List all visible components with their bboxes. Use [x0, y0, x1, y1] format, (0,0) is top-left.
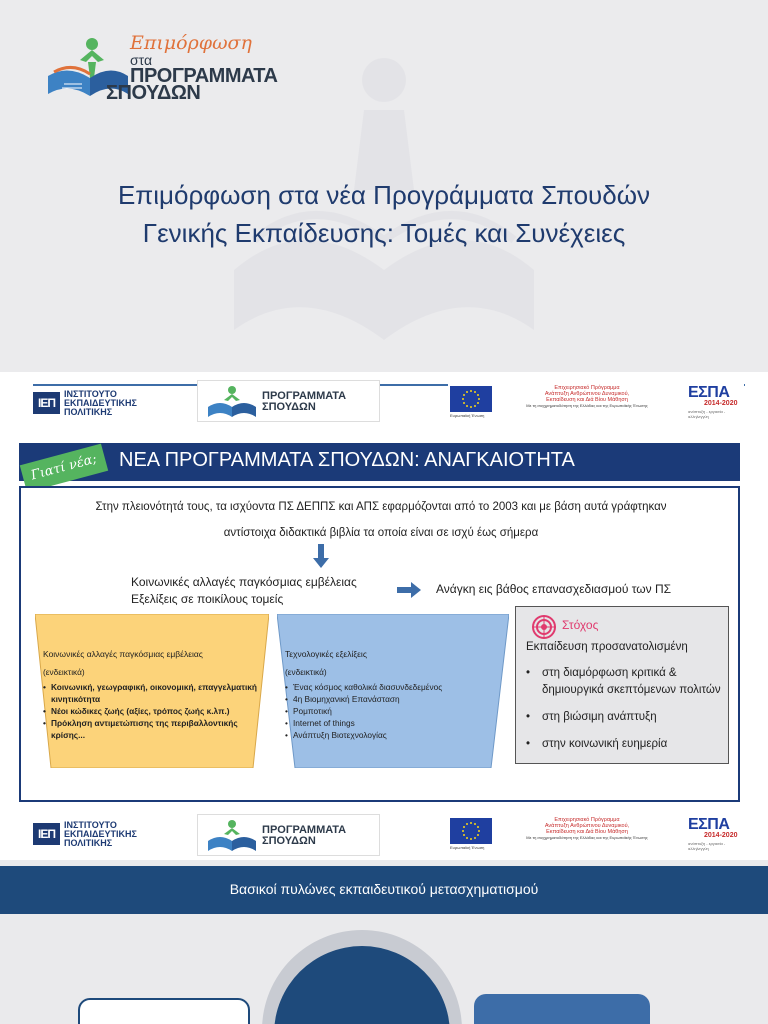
- title-line-1: Επιμόρφωση στα νέα Προγράμματα Σπουδών: [117, 180, 651, 210]
- list-item: • Internet of things: [285, 717, 495, 729]
- title-line-2: Γενικής Εκπαίδευσης: Τομές και Συνέχειες: [142, 218, 626, 248]
- tech-developments-content: [285, 648, 495, 741]
- espa-years: 2014-2020: [704, 400, 738, 407]
- necessity-slide: [0, 372, 768, 810]
- list-item: • στη διαμόρφωση κριτικά & δημιουργικά σκεπτόμενων πολιτών: [524, 665, 722, 699]
- list-item: • Κοινωνική, γεωγραφική, οικονομική, επαγγελματική κινητικότητα: [43, 681, 259, 705]
- iep-name: ΙΝΣΤΙΤΟΥΤΟ ΕΚΠΑΙΔΕΥΤΙΚΗΣ ΠΟΛΙΤΙΚΗΣ: [64, 820, 137, 848]
- programmata-logo: [197, 814, 380, 856]
- intro-text: Στην πλειονότητά τους, τα ισχύοντα ΠΣ ΔΕΠΠΣ και ΑΠΣ εφαρμόζονται από το 2003 και με βάση αυτά γράφτηκαν αντίστοιχα διδακτικά βιβλία τα οποία είναι σε ισχύ έως σήμερα: [95, 501, 667, 539]
- list-item: • στη βιώσιμη ανάπτυξη: [524, 709, 722, 726]
- goal-subtitle: Εκπαίδευση προσανατολισμένη: [526, 641, 688, 653]
- social-changes-list: [43, 681, 259, 741]
- eu-funding-banner: [448, 816, 744, 850]
- slide-header-title: ΝΕΑ ΠΡΟΓΡΑΜΜΑΤΑ ΣΠΟΥΔΩΝ: ΑΝΑΓΚΑΙΟΤΗΤΑ: [119, 449, 575, 471]
- presentation-title: [40, 176, 728, 252]
- espa-years: 2014-2020: [704, 832, 738, 839]
- eu-flag-icon: [450, 818, 492, 844]
- goal-list: [524, 665, 722, 753]
- tech-developments-panel: [277, 614, 509, 768]
- title-slide: [0, 0, 768, 372]
- book-person-icon: [206, 819, 258, 853]
- list-item: • Ανάπτυξη Βιοτεχνολογίας: [285, 729, 495, 741]
- social-changes-text: Κοινωνικές αλλαγές παγκόσμιας εμβέλειας Εξελίξεις σε ποικίλους τομείς: [131, 575, 357, 606]
- programmata-logo-text: ΠΡΟΓΡΑΜΜΑΤΑ ΣΠΟΥΔΩΝ: [262, 824, 347, 847]
- logo-text-spoudon: ΣΠΟΥΔΩΝ: [106, 82, 201, 104]
- target-icon: [532, 615, 556, 639]
- eu-flag-icon: [450, 386, 492, 412]
- list-item: • Ρομποτική: [285, 705, 495, 717]
- social-changes-heading: Κοινωνικές αλλαγές παγκόσμιας εμβέλειας: [43, 649, 203, 659]
- goal-title: Στόχος: [562, 618, 599, 632]
- list-item: • Πρόκληση αντιμετώπισης της περιβαλλοντικής κρίσης...: [43, 717, 259, 741]
- pillar-box-left: [78, 998, 250, 1024]
- why-new-tag: Γιατί νέα;: [20, 444, 108, 493]
- espa-logo-text: ΕΣΠΑ: [688, 816, 730, 833]
- iep-logo: [33, 389, 161, 417]
- espa-logo-text: ΕΣΠΑ: [688, 384, 730, 401]
- pillar-box-right: [474, 994, 650, 1024]
- list-item: • στην κοινωνική ευημερία: [524, 736, 722, 753]
- pillars-slide: [0, 810, 768, 1024]
- pillars-title: Βασικοί πυλώνες εκπαιδευτικού μετασχηματισμού: [229, 881, 539, 897]
- operational-programme-text: Επιχειρησιακό Πρόγραμμα Ανάπτυξη Ανθρώπινου Δυναμικού, Εκπαίδευση και Διά Βίου Μάθηση Με τη συγχρηματοδότηση της Ελλάδας και της Ευρωπαϊκής Ένωσης: [526, 817, 648, 840]
- eu-caption: Ευρωπαϊκή Ένωση: [450, 845, 485, 850]
- list-item: • Ένας κόσμος καθολικά διασυνδεδεμένος: [285, 681, 495, 693]
- curriculum-logo: [44, 30, 304, 106]
- social-changes-sub: (ενδεικτικά): [43, 667, 85, 677]
- partner-logos-bar: [0, 372, 768, 420]
- slide-header-bar: [19, 443, 740, 481]
- logo-text-sta: στα: [130, 52, 153, 68]
- tech-list: [285, 681, 495, 741]
- tech-heading: Τεχνολογικές εξελίξεις: [285, 649, 367, 659]
- tech-sub: (ενδεικτικά): [285, 667, 327, 677]
- eu-caption: Ευρωπαϊκή Ένωση: [450, 413, 485, 418]
- goal-box: [515, 606, 729, 764]
- iep-abbr: ΙΕΠ: [33, 823, 60, 845]
- iep-logo: [33, 820, 161, 848]
- programmata-logo: [197, 380, 380, 422]
- right-arrow-icon: [397, 582, 421, 598]
- espa-motto: ανάπτυξη - εργασία - αλληλεγγύη: [688, 409, 726, 419]
- iep-name: ΙΝΣΤΙΤΟΥΤΟ ΕΚΠΑΙΔΕΥΤΙΚΗΣ ΠΟΛΙΤΙΚΗΣ: [64, 389, 137, 417]
- social-changes-content: [43, 648, 259, 741]
- iep-abbr: ΙΕΠ: [33, 392, 60, 414]
- book-person-icon: [206, 385, 258, 419]
- logo-text-programmata: ΠΡΟΓΡΑΜΜΑΤΑ: [130, 65, 278, 87]
- eu-funding-banner: [448, 384, 744, 418]
- espa-motto: ανάπτυξη - εργασία - αλληλεγγύη: [688, 841, 726, 851]
- programmata-logo-text: ΠΡΟΓΡΑΜΜΑΤΑ ΣΠΟΥΔΩΝ: [262, 390, 347, 413]
- operational-programme-text: Επιχειρησιακό Πρόγραμμα Ανάπτυξη Ανθρώπινου Δυναμικού, Εκπαίδευση και Διά Βίου Μάθηση Με τη συγχρηματοδότηση της Ελλάδας και της Ευρωπαϊκής Ένωσης: [526, 385, 648, 408]
- social-changes-panel: [35, 614, 269, 768]
- necessity-content-box: [19, 486, 740, 802]
- list-item: • 4η Βιομηχανική Επανάσταση: [285, 693, 495, 705]
- logo-text-epimorfosi: Επιμόρφωση: [130, 32, 252, 54]
- redesign-need-text: Ανάγκη εις βάθος επανασχεδιασμού των ΠΣ: [436, 582, 672, 596]
- pillars-header-bar: [0, 866, 768, 914]
- partner-logos-bar-2: [0, 810, 768, 860]
- list-item: • Νέοι κώδικες ζωής (αξίες, τρόπος ζωής κ.λπ.): [43, 705, 259, 717]
- down-arrow-icon: [313, 544, 329, 568]
